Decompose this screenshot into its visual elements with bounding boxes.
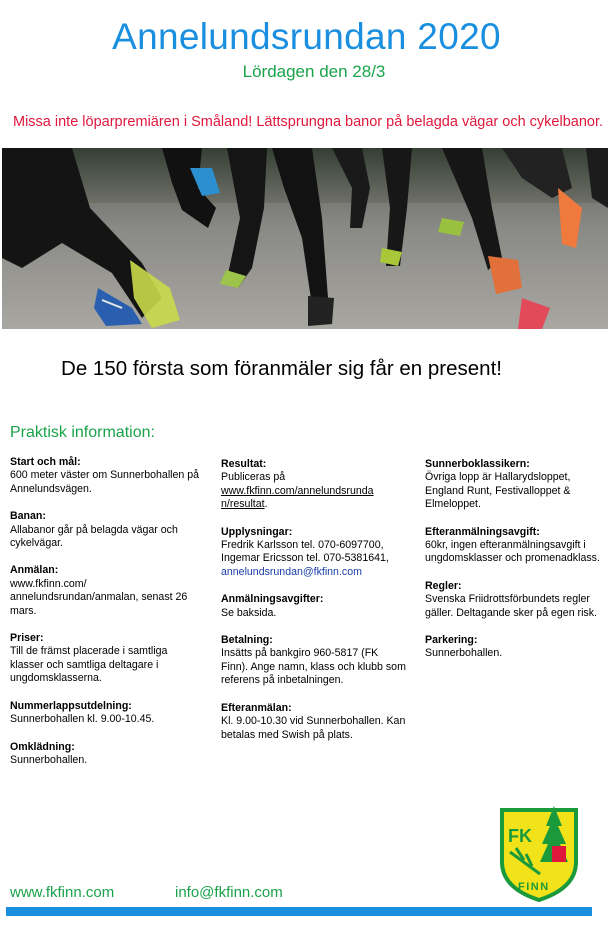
info-heading: Regler:	[425, 579, 462, 592]
info-heading: Upplysningar:	[221, 525, 293, 538]
info-text: Publiceras på	[221, 471, 286, 484]
info-heading: Efteranmälan:	[221, 701, 292, 714]
info-heading: Banan:	[10, 510, 46, 523]
info-heading: Efteranmälningsavgift:	[425, 525, 540, 538]
info-anmalningsavgifter	[221, 593, 406, 620]
info-heading: Betalning:	[221, 634, 273, 647]
info-column-1	[10, 456, 200, 781]
info-text: www.fkfinn.com/ annelundsrundan/anmalan, senast 26 mars.	[10, 577, 188, 617]
info-betalning	[221, 634, 406, 688]
event-date: Lördagen den 28/3	[242, 62, 386, 81]
promo-text: De 150 första som föranmäler sig får en present!	[61, 357, 502, 380]
footer-bar	[6, 907, 592, 916]
info-resultat	[221, 458, 406, 512]
info-text: 600 meter väster om Sunnerbohallen på Annelundsvägen.	[10, 469, 200, 495]
info-klassikern	[425, 458, 605, 512]
info-text: 60kr, ingen efteranmälningsavgift i ungdomsklasser och promenadklass.	[425, 539, 600, 565]
logo-text-top: FK	[508, 826, 532, 846]
info-text: Svenska Friidrottsförbundets regler gäller. Deltagande sker på egen risk.	[425, 593, 597, 619]
info-banan	[10, 510, 200, 550]
info-heading: Nummerlappsutdelning:	[10, 699, 132, 712]
footer-website-link[interactable]: www.fkfinn.com	[10, 884, 115, 901]
results-link[interactable]: www.fkfinn.com/annelundsrunda n/resultat	[221, 484, 374, 511]
info-text: Insätts på bankgiro 960-5817 (FK Finn). Ange namn, klass och klubb som referens på inbetalningen.	[221, 647, 406, 687]
info-heading: Resultat:	[221, 458, 267, 470]
info-column-2	[221, 458, 406, 756]
contact-email-link[interactable]: annelundsrundan@fkfinn.com	[221, 565, 362, 578]
info-regler	[425, 580, 605, 620]
info-priser	[10, 632, 200, 686]
info-heading: Anmälningsavgifter:	[221, 593, 324, 606]
footer-email-link[interactable]: info@fkfinn.com	[175, 884, 283, 901]
tagline: Missa inte löparpremiären i Småland! Lättsprungna banor på belagda vägar och cykelbanor.	[12, 114, 604, 130]
info-text: Till de främst placerade i samtliga klasser och samtliga deltagare i ungdomsklasserna.	[10, 645, 168, 685]
info-text: Sunnerbohallen.	[10, 753, 88, 766]
fk-finn-logo-icon	[496, 802, 582, 902]
info-text: Allabanor går på belagda vägar och cykelvägar.	[10, 523, 178, 550]
info-heading: Anmälan:	[10, 564, 59, 577]
info-heading: Start och mål:	[10, 456, 81, 468]
info-efteranmalan	[221, 702, 406, 742]
section-title: Praktisk information:	[10, 424, 155, 441]
info-text: Sunnerbohallen kl. 9.00-10.45.	[10, 713, 155, 726]
info-column-3	[425, 458, 605, 675]
info-heading: Omklädning:	[10, 740, 75, 753]
info-heading: Sunnerboklassikern:	[425, 458, 530, 470]
logo-text-bottom: FINN	[518, 881, 550, 893]
info-text: Fredrik Karlsson tel. 070-6097700, Ingemar Ericsson tel. 070-5381641,	[221, 539, 389, 565]
info-text: Sunnerbohallen.	[425, 647, 503, 660]
page-title: Annelundsrundan 2020	[112, 16, 501, 57]
runners-photo	[2, 148, 608, 329]
info-text: Övriga lopp är Hallarydsloppet, England Runt, Festivalloppet & Elmeloppet.	[425, 471, 571, 511]
info-efteranmalningsavgift	[425, 526, 605, 566]
info-text: Kl. 9.00-10.30 vid Sunnerbohallen. Kan betalas med Swish på plats.	[221, 715, 406, 741]
info-nummerlapp	[10, 700, 200, 727]
info-start	[10, 456, 200, 496]
info-text: Se baksida.	[221, 606, 277, 619]
punctuation: .	[264, 498, 268, 511]
info-upplysningar	[221, 526, 406, 580]
info-anmalan	[10, 564, 200, 618]
info-omkladning	[10, 741, 200, 768]
info-heading: Priser:	[10, 632, 44, 645]
info-heading: Parkering:	[425, 634, 478, 647]
info-parkering	[425, 634, 605, 661]
